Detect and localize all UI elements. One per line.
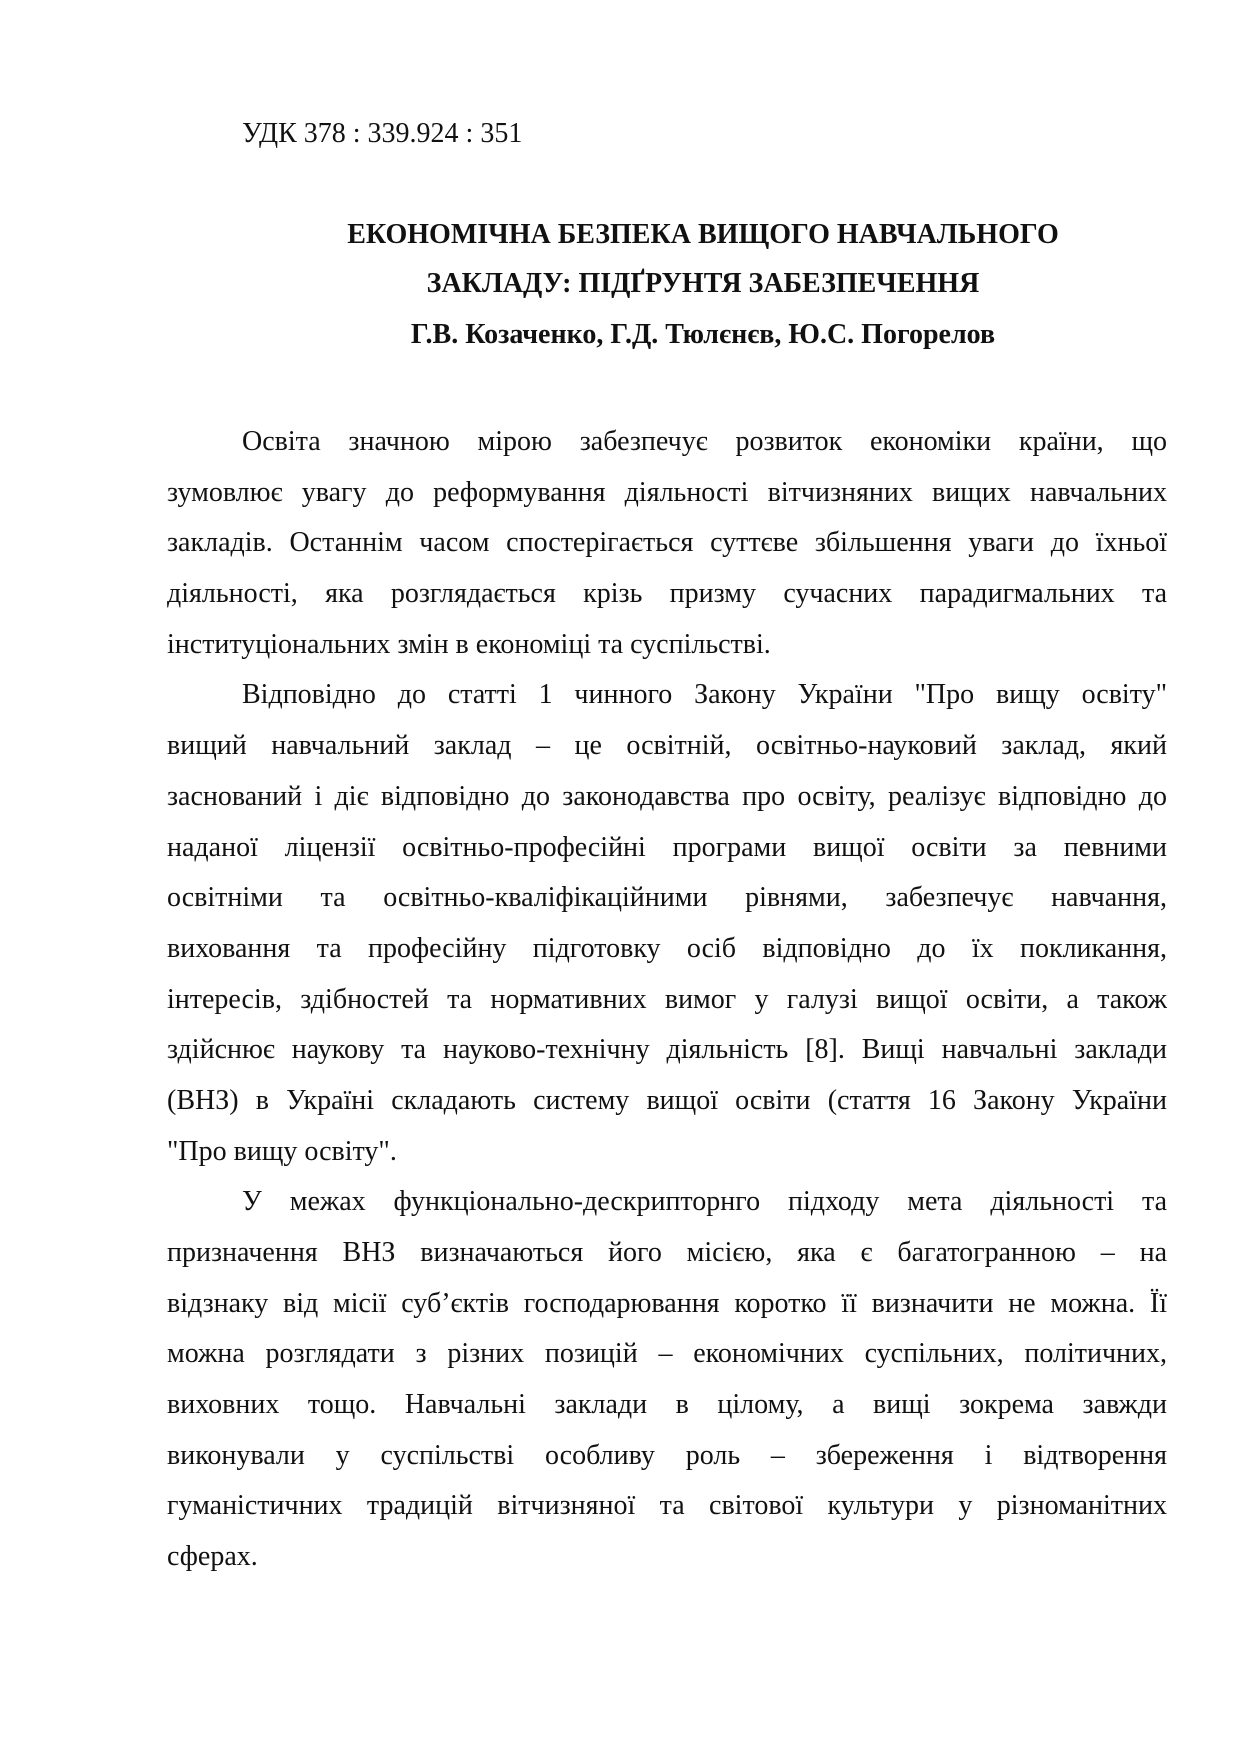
article-body xyxy=(167,417,1167,1583)
paragraph-2-line: освітніми та освітньо-кваліфікаційними рівнями, забезпечує навчання, xyxy=(167,882,1167,914)
article-title-line-1: ЕКОНОМІЧНА БЕЗПЕКА ВИЩОГО НАВЧАЛЬНОГО xyxy=(347,219,1059,250)
authors: Г.В. Козаченко, Г.Д. Тюлєнєв, Ю.С. Погорелов xyxy=(410,319,996,350)
paragraph-1-line: закладів. Останнім часом спостерігається суттєве збільшення уваги до їхньої xyxy=(167,527,1167,559)
udc-code: УДК 378 : 339.924 : 351 xyxy=(242,118,523,149)
paragraph-1-line: зумовлює увагу до реформування діяльності вітчизняних вищих навчальних xyxy=(167,476,1167,508)
paragraph-2-line: інтересів, здібностей та нормативних вимог у галузі вищої освіти, а також xyxy=(167,983,1167,1015)
paragraph-2-line: (ВНЗ) в Україні складають систему вищої освіти (стаття 16 Закону України xyxy=(167,1084,1167,1116)
paragraph-2-line: наданої ліцензії освітньо-професійні програми вищої освіти за певними xyxy=(167,831,1167,863)
article-title-line-2: ЗАКЛАДУ: ПІДҐРУНТЯ ЗАБЕЗПЕЧЕННЯ xyxy=(426,268,980,299)
paragraph-2-line: вищий навчальний заклад – це освітній, освітньо-науковий заклад, який xyxy=(167,730,1167,762)
paragraph-3-line: сферах. xyxy=(167,1541,258,1573)
paragraph-2-line: виховання та професійну підготовку осіб відповідно до їх покликання, xyxy=(167,932,1167,964)
paragraph-3-line: призначення ВНЗ визначаються його місією, яка є багатогранною – на xyxy=(167,1237,1167,1268)
paragraph-3-line: У межах функціонально-дескрипторнго підходу мета діяльності та xyxy=(242,1186,1167,1218)
paragraph-2-line: Відповідно до статті 1 чинного Закону України "Про вищу освіту" xyxy=(242,679,1167,711)
paragraph-1-line: інституціональних змін в економіці та суспільстві. xyxy=(167,628,771,660)
paragraph-1-line: діяльності, яка розглядається крізь призму сучасних парадигмальних та xyxy=(167,578,1167,610)
paragraph-3-line: можна розглядати з різних позицій – економічних суспільних, політичних, xyxy=(167,1338,1167,1370)
paragraph-2-line: здійснює наукову та науково-технічну діяльність [8]. Вищі навчальні заклади xyxy=(167,1034,1167,1066)
paragraph-2-line: "Про вищу освіту". xyxy=(167,1135,397,1167)
paragraph-1-line: Освіта значною мірою забезпечує розвиток економіки країни, що xyxy=(242,426,1167,457)
paragraph-3-line: виконували у суспільстві особливу роль – збереження і відтворення xyxy=(167,1439,1167,1471)
paragraph-3-line: виховних тощо. Навчальні заклади в цілому, а вищі зокрема завжди xyxy=(167,1389,1167,1421)
paragraph-3-line: відзнаку від місії суб’єктів господарювання коротко її визначити не можна. Її xyxy=(167,1287,1167,1319)
paragraph-2-line: заснований і діє відповідно до законодавства про освіту, реалізує відповідно до xyxy=(167,780,1167,812)
paragraph-3-line: гуманістичних традицій вітчизняної та світової культури у різноманітних xyxy=(167,1490,1167,1522)
